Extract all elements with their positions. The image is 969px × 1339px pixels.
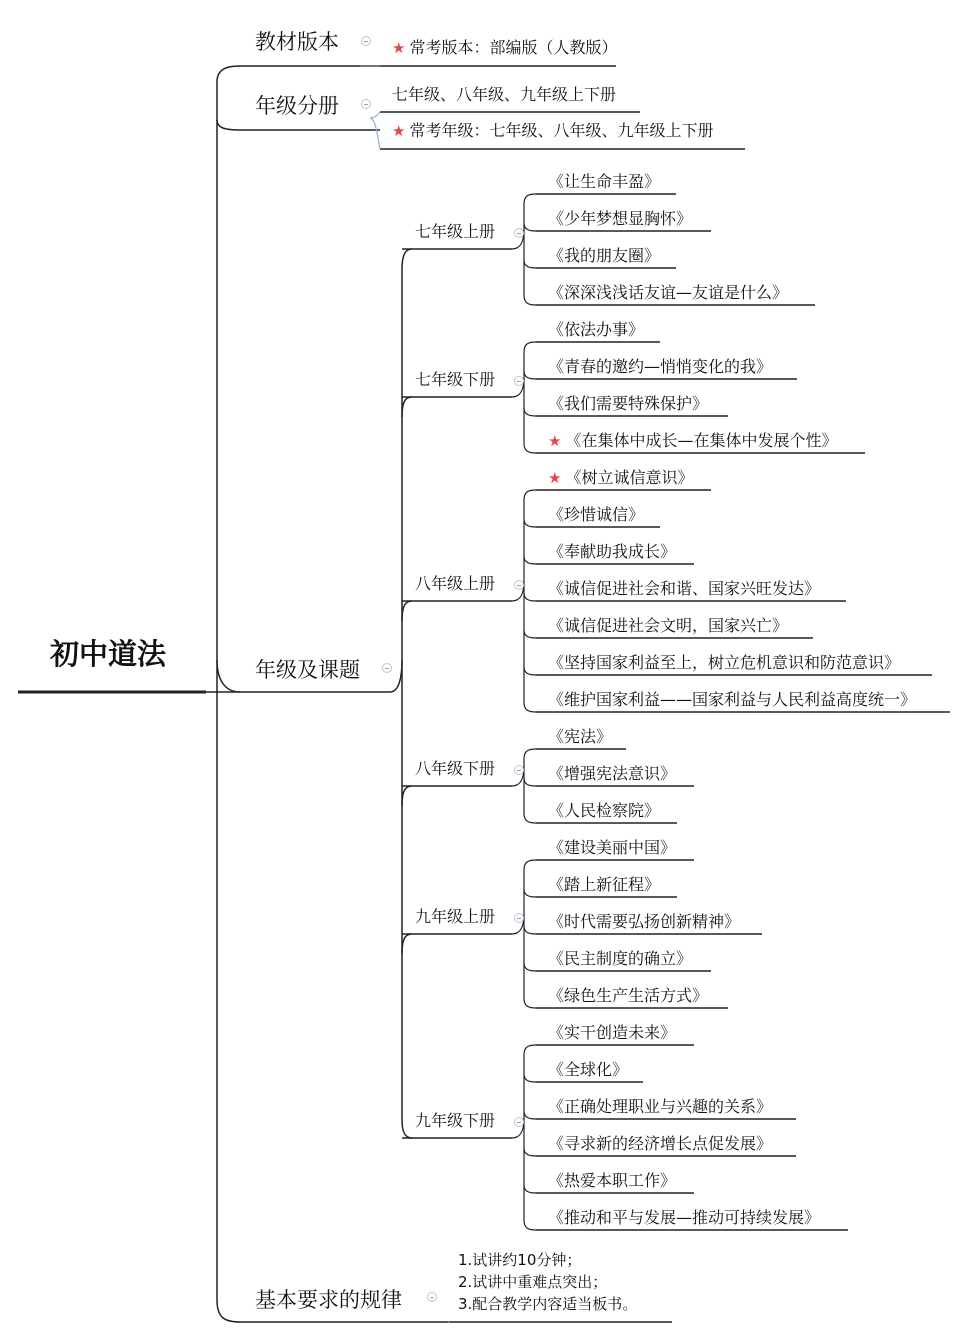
requirement-item: 1.试讲约10分钟； [458,1251,582,1269]
collapse-toggle-icon[interactable] [427,1292,437,1302]
lesson-item-text: 《全球化》 [548,1060,629,1079]
branch-grades[interactable]: 年级分册 [255,94,339,118]
connector-curve [524,778,536,786]
lesson-item[interactable] [548,396,708,412]
connector-curve [524,408,536,416]
lesson-item-text: 《我的朋友圈》 [548,246,661,265]
connector-curve [524,556,536,564]
collapse-toggle-icon[interactable] [514,913,524,923]
lesson-item-text: 《绿色生产生活方式》 [548,986,709,1005]
lesson-item-text: 《增强宪法意识》 [548,764,677,783]
lesson-item-text: 《时代需要弘扬创新精神》 [548,912,741,931]
lesson-item-text: 《我们需要特殊保护》 [548,394,709,413]
connector-curve [524,963,536,971]
lesson-item[interactable] [548,1025,676,1041]
connector-curve [524,1074,536,1082]
lesson-item-text: 《奉献助我成长》 [548,542,677,561]
connector-curve [402,397,412,417]
lesson-item-text: 《民主制度的确立》 [548,949,693,968]
collapse-toggle-icon[interactable] [514,765,524,775]
grades-item-text: 常考年级：七年级、八年级、九年级上下册 [409,121,714,140]
lesson-item[interactable] [548,1210,820,1226]
lesson-item[interactable] [548,470,693,486]
lesson-item-text: 《踏上新征程》 [548,875,661,894]
branch-topics[interactable]: 年级及课题 [255,658,360,682]
lesson-item[interactable] [548,1136,772,1152]
requirements-list [458,1250,637,1315]
lesson-item-text: 《坚持国家利益至上，树立危机意识和防范意识》 [548,653,901,672]
star-icon: ★ [548,469,562,487]
connector-curve [524,889,536,897]
lesson-item-text: 《让生命丰盈》 [548,172,661,191]
connector-curve [402,601,412,621]
connector-curve [370,118,380,149]
lesson-item-text: 《诚信促进社会文明，国家兴亡》 [548,616,789,635]
lesson-item-text: 《寻求新的经济增长点促发展》 [548,1134,773,1153]
lesson-item[interactable] [548,988,708,1004]
root-topic[interactable]: 初中道法 [50,637,167,671]
lesson-item[interactable] [548,1099,772,1115]
connector-curve [370,112,380,118]
connector-curve [217,120,240,130]
lesson-item[interactable] [548,174,660,190]
grade-group-label[interactable]: 八年级下册 [415,759,496,778]
lesson-item[interactable] [548,211,692,227]
branch-requirements[interactable]: 基本要求的规律 [255,1288,402,1312]
connector-curve [524,914,536,1008]
connector-curve [524,223,536,231]
requirement-item: 3.配合教学内容适当板书。 [458,1294,638,1313]
lesson-item-text: 《正确处理职业与兴趣的关系》 [548,1097,773,1116]
connector-curve [402,660,412,1138]
lesson-item-text: 《少年梦想显胸怀》 [548,209,693,228]
connector-curve [524,926,536,934]
grade-group-label[interactable]: 九年级上册 [415,907,496,926]
grade-group-label[interactable]: 八年级上册 [415,574,496,593]
edition-item-text: 常考版本：部编版（人教版） [409,38,618,57]
lesson-item-text: 《深深浅浅话友谊—友谊是什么》 [548,283,789,302]
lesson-item[interactable] [548,618,788,634]
lesson-item-text: 《在集体中成长—在集体中发展个性》 [565,431,838,450]
connector-curve [524,630,536,638]
connector-curve [390,249,412,692]
lesson-item-text: 《建设美丽中国》 [548,838,677,857]
lesson-item[interactable] [548,322,644,338]
lesson-item[interactable] [548,359,772,375]
lesson-item[interactable] [548,433,837,449]
grades-item[interactable] [392,87,616,103]
collapse-toggle-icon[interactable] [514,580,524,590]
edition-item[interactable] [392,40,617,56]
lesson-item-text: 《宪法》 [548,727,613,746]
lesson-item-text: 《人民检察院》 [548,801,661,820]
lesson-item[interactable] [548,581,820,597]
star-icon: ★ [392,122,406,140]
connector-curve [524,667,536,675]
lesson-item[interactable] [548,507,644,523]
branch-edition[interactable]: 教材版本 [255,30,339,54]
connector-curve [524,260,536,268]
lesson-item[interactable] [548,692,916,708]
lesson-item[interactable] [548,1062,628,1078]
connector-curve [217,66,240,692]
lesson-item[interactable] [548,803,660,819]
connector-curve [524,1185,536,1193]
grades-item-text: 七年级、八年级、九年级上下册 [392,85,617,104]
collapse-toggle-icon[interactable] [514,376,524,386]
star-icon: ★ [392,39,406,57]
lesson-item[interactable] [548,729,612,745]
collapse-toggle-icon[interactable] [514,1117,524,1127]
connector-curve [524,371,536,379]
grade-group-label[interactable]: 九年级下册 [415,1111,496,1130]
collapse-toggle-icon[interactable] [361,36,371,46]
lesson-item[interactable] [548,951,692,967]
connector-curve [524,1148,536,1156]
connector-curve [524,766,536,823]
connector-curve [217,660,240,1322]
lesson-item-text: 《树立诚信意识》 [565,468,694,487]
connector-curve [524,1118,536,1230]
lesson-item-text: 《热爱本职工作》 [548,1171,677,1190]
grades-item[interactable] [392,123,713,139]
lesson-item[interactable] [548,840,676,856]
connector-curve [524,519,536,527]
lesson-item-text: 《青春的邀约—悄悄变化的我》 [548,357,773,376]
lesson-item-text: 《珍惜诚信》 [548,505,645,524]
lesson-item[interactable] [548,544,676,560]
connector-curve [402,786,412,806]
lesson-item[interactable] [548,766,676,782]
grade-group-label[interactable]: 七年级上册 [415,222,496,241]
collapse-toggle-icon[interactable] [514,228,524,238]
requirement-item: 2.试讲中重难点突出； [458,1272,608,1291]
connector-curve [524,1111,536,1119]
lesson-item-text: 《推动和平与发展—推动可持续发展》 [548,1208,821,1227]
connector-curve [524,593,536,601]
connector-curve [402,934,412,954]
lesson-item-text: 《依法办事》 [548,320,645,339]
lesson-item[interactable] [548,248,660,264]
collapse-toggle-icon[interactable] [361,99,371,109]
lesson-item[interactable] [548,1173,676,1189]
collapse-toggle-icon[interactable] [382,663,392,673]
lesson-item-text: 《实干创造未来》 [548,1023,677,1042]
lesson-item[interactable] [548,914,740,930]
lesson-item-text: 《维护国家利益——国家利益与人民利益高度统一》 [548,690,917,709]
lesson-item-text: 《诚信促进社会和谐、国家兴旺发达》 [548,579,821,598]
lesson-item[interactable] [548,877,660,893]
lesson-item[interactable] [548,285,788,301]
star-icon: ★ [548,432,562,450]
lesson-item[interactable] [548,655,900,671]
grade-group-label[interactable]: 七年级下册 [415,370,496,389]
